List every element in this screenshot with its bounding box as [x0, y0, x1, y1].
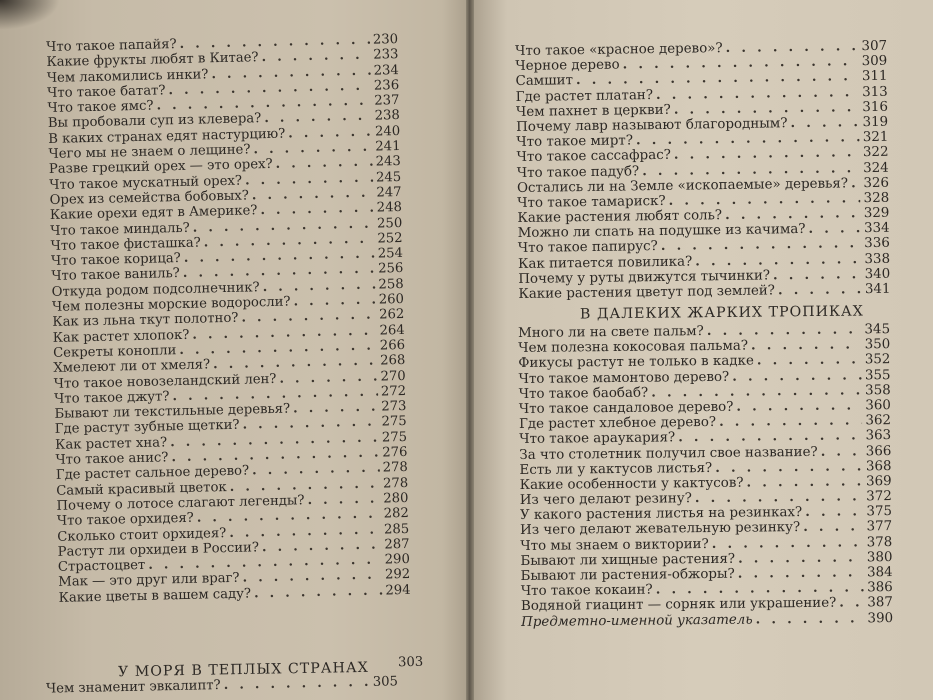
entry-title: Откуда родом подсолнечник? — [51, 279, 260, 300]
section-title: В ДАЛЕКИХ ЖАРКИХ ТРОПИКАХ — [579, 303, 864, 323]
entry-title: Орех из семейства бобовых? — [49, 188, 250, 208]
entry-page: 264 — [379, 322, 405, 339]
entry-title: Чем полезна кокосовая пальма? — [518, 338, 749, 357]
entry-title: Чем лакомились инки? — [46, 66, 209, 86]
entry-title: Какие орехи едят в Америке? — [49, 203, 258, 224]
entry-title: Что такое фисташка? — [50, 235, 201, 254]
entry-page: 311 — [861, 69, 888, 85]
entry-title: Какие фрукты любят в Китае? — [46, 50, 259, 71]
entry-page: 276 — [382, 444, 408, 461]
entry-page: 368 — [865, 458, 892, 475]
leader-dots — [839, 596, 864, 611]
entry-page: 250 — [376, 215, 403, 232]
leader-dots — [751, 338, 862, 354]
entry-title: Что мы знаем о виктории? — [520, 536, 709, 554]
entry-title: Какие цветы в вашем саду? — [58, 586, 252, 606]
entry-title: Почему о лотосе слагают легенды? — [56, 493, 305, 514]
entry-title: Где растут зубные щетки? — [54, 418, 240, 438]
entry-page: 285 — [383, 521, 410, 537]
entry-title: Что такое батат? — [47, 83, 166, 101]
entry-title: Какие особенности у кактусов? — [519, 475, 744, 493]
entry-page: 278 — [382, 475, 409, 492]
entry-title: Что такое орхидея? — [56, 510, 194, 530]
entry-title: Мак — это друг или враг? — [58, 571, 240, 591]
entry-page: 307 — [861, 38, 888, 55]
entry-page: 360 — [865, 398, 891, 414]
entry-title: Есть ли у кактусов листья? — [519, 460, 713, 478]
entry-title: Вы пробовали суп из клевера? — [47, 111, 262, 132]
leader-dots — [746, 474, 863, 490]
entry-page: 275 — [381, 414, 407, 430]
entry-title: Что такое ваниль? — [51, 266, 180, 285]
entry-title: Что такое кокаин? — [520, 582, 653, 600]
leader-dots — [808, 221, 861, 237]
entry-page: 258 — [378, 276, 404, 293]
toc-entry — [46, 674, 398, 696]
entry-title: Из чего делают резину? — [519, 491, 692, 509]
leader-dots — [738, 550, 864, 567]
entry-page: 338 — [864, 251, 891, 267]
right-toc-list-tropics — [518, 322, 893, 630]
entry-page: 334 — [863, 221, 890, 237]
section-page-number: 303 — [397, 654, 424, 671]
leader-dots — [851, 176, 861, 191]
entry-page: 230 — [372, 32, 399, 48]
leader-dots — [778, 282, 862, 298]
entry-page: 326 — [863, 175, 890, 191]
entry-title: Бывают ли хищные растения? — [520, 551, 736, 569]
entry-page: 372 — [866, 489, 892, 505]
entry-title: Что такое корица? — [50, 251, 181, 270]
entry-title: Секреты конопли — [52, 343, 177, 361]
entry-title: Предметно-именной указатель — [521, 612, 753, 630]
entry-title: Чего мы не знаем о лещине? — [48, 142, 251, 163]
entry-page: 362 — [865, 413, 892, 429]
leader-dots — [254, 583, 383, 601]
entry-title: Что такое араукария? — [519, 430, 676, 448]
entry-title: Чем пахнет в церкви? — [515, 102, 671, 120]
entry-title: Как питается повилика? — [517, 254, 693, 272]
entry-title: Где растет платан? — [515, 87, 654, 105]
entry-page: 319 — [862, 114, 889, 131]
entry-page: 252 — [377, 230, 403, 247]
entry-title: Где растет сальное дерево? — [55, 463, 250, 484]
entry-title: Что такое мирт? — [516, 133, 634, 151]
entry-page: 245 — [375, 169, 402, 186]
entry-title: Что такое джут? — [53, 389, 170, 407]
entry-title: Почему лавр называют благородным? — [516, 116, 788, 135]
entry-title: Чем полезны морские водоросли? — [51, 294, 291, 315]
entry-page: 268 — [380, 353, 406, 369]
entry-title: За что столетник получил свое название? — [519, 444, 818, 463]
leader-dots — [307, 491, 380, 508]
entry-title: Что такое папайя? — [46, 37, 177, 55]
entry-page: 238 — [374, 108, 400, 125]
entry-title: Какие растения любят соль? — [517, 208, 723, 227]
entry-title: Бывают ли растения-обжоры? — [520, 566, 735, 584]
leader-dots — [756, 611, 865, 627]
entry-page: 247 — [376, 184, 402, 201]
entry-page: 282 — [383, 506, 410, 522]
entry-title: Где растет хлебное дерево? — [518, 415, 717, 433]
entry-page: 366 — [865, 443, 892, 459]
entry-title: Растут ли орхидеи в России? — [57, 540, 260, 560]
leader-dots — [790, 115, 859, 131]
entry-page: 292 — [384, 567, 411, 583]
entry-title: Что такое сассафрас? — [516, 148, 671, 166]
entry-title: Из чего делают жевательную резинку? — [520, 520, 801, 539]
entry-page: 234 — [373, 62, 399, 79]
entry-page: 380 — [866, 549, 893, 566]
entry-title: Что такое тамариск? — [517, 193, 666, 211]
entry-title: Что такое мускатный орех? — [49, 173, 243, 193]
entry-title: Как растет хлопок? — [52, 327, 190, 346]
entry-page: 386 — [867, 580, 893, 596]
leader-dots — [715, 459, 863, 476]
left-toc-list — [46, 32, 411, 606]
entry-page: 236 — [373, 77, 400, 94]
entry-page: 237 — [374, 93, 400, 109]
leader-dots — [695, 489, 864, 506]
entry-title: Что такое миндаль? — [50, 220, 190, 239]
entry-page: 369 — [866, 473, 892, 490]
entry-title: Что такое ямс? — [47, 98, 154, 117]
leader-dots — [803, 520, 864, 536]
entry-title: Бывают ли текстильные деревья? — [54, 401, 291, 423]
entry-page: 352 — [864, 352, 891, 368]
entry-page: 355 — [864, 367, 891, 383]
entry-page: 275 — [381, 429, 408, 446]
leader-dots — [757, 353, 862, 369]
entry-title: Какие растения цветут под землей? — [518, 283, 776, 302]
entry-page: 358 — [865, 382, 891, 399]
entry-title: Разве грецкий орех — это орех? — [48, 157, 273, 178]
entry-page: 272 — [380, 383, 407, 400]
entry-page: 243 — [375, 154, 402, 170]
entry-page: 378 — [866, 534, 893, 550]
entry-title: В каких странах едят настурцию? — [48, 126, 286, 147]
section-title: У МОРЯ В ТЕПЛЫХ СТРАНАХ — [117, 659, 369, 681]
entry-title: Как растет хна? — [55, 435, 168, 453]
entry-page: 262 — [378, 307, 405, 323]
entry-page: 375 — [866, 504, 893, 520]
entry-title: У какого растения листья на резинках? — [519, 505, 803, 524]
leader-dots — [736, 398, 862, 415]
entry-page: 241 — [375, 139, 401, 155]
entry-page: 341 — [864, 281, 891, 298]
entry-page: 329 — [863, 205, 890, 222]
leader-dots — [773, 267, 862, 283]
entry-page: 328 — [863, 190, 890, 207]
entry-page: 278 — [382, 460, 408, 476]
entry-title: Самшит — [515, 73, 574, 90]
entry-page: 254 — [377, 246, 404, 262]
leader-dots — [738, 565, 864, 582]
leader-dots — [821, 444, 863, 460]
entry-page: 280 — [383, 490, 409, 507]
leader-dots — [707, 322, 862, 339]
entry-page: 322 — [862, 145, 889, 161]
entry-title: Что такое баобаб? — [518, 385, 649, 402]
leader-dots — [224, 675, 370, 693]
entry-title: Чем знаменит эвкалипт? — [45, 678, 221, 697]
entry-page: 260 — [378, 291, 405, 308]
entry-title: Остались ли на Земле «ископаемые» деревья? — [516, 176, 849, 196]
entry-title: Что такое «красное дерево»? — [515, 41, 723, 59]
right-toc-list — [515, 39, 891, 302]
entry-page: 233 — [373, 47, 399, 63]
entry-page: 340 — [864, 266, 891, 282]
entry-title: Страстоцвет — [57, 557, 146, 575]
entry-page: 240 — [374, 123, 401, 140]
entry-title: Что такое анис? — [55, 450, 169, 468]
entry-page: 313 — [862, 84, 888, 100]
leader-dots — [805, 505, 863, 521]
entry-title: Много ли на свете пальм? — [518, 324, 704, 341]
leader-dots — [712, 535, 864, 552]
entry-page: 390 — [867, 610, 894, 626]
book-gutter — [466, 0, 474, 700]
entry-page: 273 — [381, 399, 407, 415]
entry-page: 377 — [866, 519, 893, 535]
entry-title: Фикусы растут не только в кадке — [518, 353, 754, 372]
entry-page: 266 — [379, 337, 406, 354]
entry-title: Сколько стоит орхидея? — [57, 525, 227, 545]
entry-title: Что такое новозеландский лен? — [53, 371, 277, 392]
entry-page: 256 — [377, 261, 404, 277]
entry-page: 336 — [864, 236, 890, 252]
entry-page: 305 — [372, 674, 399, 690]
entry-title: Почему у руты движутся тычинки? — [518, 268, 771, 287]
entry-page: 248 — [376, 200, 403, 216]
leader-dots — [732, 368, 862, 385]
entry-title: Что такое сандаловое дерево? — [518, 399, 734, 417]
entry-page: 290 — [384, 551, 411, 568]
entry-page: 316 — [862, 99, 889, 115]
entry-title: Хмелеют ли от хмеля? — [53, 357, 211, 377]
entry-page: 350 — [864, 337, 891, 353]
entry-page: 309 — [861, 53, 888, 70]
entry-title: Что такое мамонтово дерево? — [518, 369, 730, 387]
entry-page: 345 — [864, 322, 891, 338]
entry-page: 287 — [384, 536, 410, 553]
entry-title: Можно ли спать на подушке из качима? — [517, 222, 806, 242]
leader-dots — [719, 414, 863, 431]
entry-page: 294 — [385, 582, 411, 599]
section-heading-tropics — [580, 304, 864, 323]
entry-title: Что такое падуб? — [516, 163, 640, 181]
entry-title: Самый красивый цветок — [56, 479, 227, 499]
entry-page: 384 — [866, 565, 893, 581]
entry-page: 387 — [867, 595, 893, 611]
entry-page: 324 — [863, 160, 889, 176]
entry-title: Черное дерево — [515, 57, 620, 75]
entry-page: 270 — [380, 368, 406, 385]
entry-page: 363 — [865, 428, 892, 444]
page-corner-shadow — [0, 0, 60, 30]
entry-page: 321 — [862, 129, 889, 146]
entry-title: Водяной гиацинт — сорняк или украшение? — [520, 596, 837, 615]
entry-title: Что такое папирус? — [517, 239, 658, 257]
entry-title: Как из льна ткут полотно? — [52, 311, 239, 331]
